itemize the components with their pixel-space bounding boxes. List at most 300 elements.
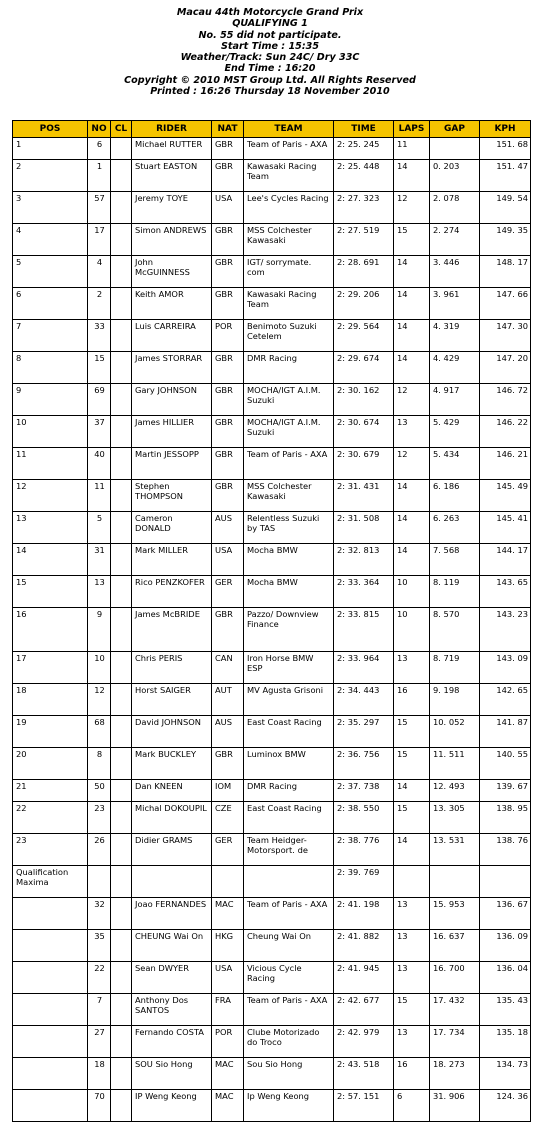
cell-rider: Didier GRAMS bbox=[132, 834, 212, 866]
cell-kph: 136. 04 bbox=[480, 962, 531, 994]
cell-nat: CAN bbox=[212, 652, 244, 684]
cell-pos: 21 bbox=[13, 780, 88, 802]
cell-kph: 151. 68 bbox=[480, 138, 531, 160]
cell-no: 70 bbox=[88, 1090, 111, 1122]
cell-no: 13 bbox=[88, 576, 111, 608]
cell-nat: USA bbox=[212, 962, 244, 994]
cell-kph: 146. 21 bbox=[480, 448, 531, 480]
cell-kph: 147. 20 bbox=[480, 352, 531, 384]
cell-gap: 5. 429 bbox=[430, 416, 480, 448]
cell-no: 22 bbox=[88, 962, 111, 994]
col-header-time: TIME bbox=[334, 121, 394, 138]
cell-team: East Coast Racing bbox=[244, 716, 334, 748]
cell-gap: 6. 263 bbox=[430, 512, 480, 544]
cell-pos: 16 bbox=[13, 608, 88, 652]
cell-gap: 3. 961 bbox=[430, 288, 480, 320]
cell-nat: GBR bbox=[212, 384, 244, 416]
cell-no: 17 bbox=[88, 224, 111, 256]
cell-pos: 23 bbox=[13, 834, 88, 866]
cell-no bbox=[88, 866, 111, 898]
cell-no: 57 bbox=[88, 192, 111, 224]
table-row bbox=[13, 898, 531, 930]
cell-pos bbox=[13, 898, 88, 930]
cell-rider: Joao FERNANDES bbox=[132, 898, 212, 930]
cell-rider: Chris PERIS bbox=[132, 652, 212, 684]
cell-kph: 136. 09 bbox=[480, 930, 531, 962]
cell-kph: 151. 47 bbox=[480, 160, 531, 192]
cell-time: 2: 34. 443 bbox=[334, 684, 394, 716]
cell-team: Kawasaki Racing Team bbox=[244, 288, 334, 320]
cell-kph: 149. 35 bbox=[480, 224, 531, 256]
cell-no: 50 bbox=[88, 780, 111, 802]
cell-team: Lee's Cycles Racing bbox=[244, 192, 334, 224]
cell-nat: GBR bbox=[212, 480, 244, 512]
cell-class bbox=[111, 834, 132, 866]
cell-pos bbox=[13, 994, 88, 1026]
cell-kph: 143. 23 bbox=[480, 608, 531, 652]
cell-time: 2: 29. 206 bbox=[334, 288, 394, 320]
cell-class bbox=[111, 256, 132, 288]
cell-team: Pazzo/ Downview Finance bbox=[244, 608, 334, 652]
cell-team: MV Agusta Grisoni bbox=[244, 684, 334, 716]
cell-class bbox=[111, 288, 132, 320]
cell-time: 2: 39. 769 bbox=[334, 866, 394, 898]
col-header-pos: POS bbox=[13, 121, 88, 138]
cell-class bbox=[111, 480, 132, 512]
table-row bbox=[13, 930, 531, 962]
cell-kph: 136. 67 bbox=[480, 898, 531, 930]
table-row bbox=[13, 962, 531, 994]
cell-time: 2: 30. 674 bbox=[334, 416, 394, 448]
col-header-gap: GAP bbox=[430, 121, 480, 138]
cell-rider: CHEUNG Wai On bbox=[132, 930, 212, 962]
cell-laps: 14 bbox=[394, 256, 430, 288]
printed-line: Printed : 16:26 Thursday 18 November 2010 bbox=[150, 86, 390, 98]
results-table bbox=[12, 120, 531, 1122]
start-time: Start Time : 15:35 bbox=[220, 40, 320, 52]
table-row bbox=[13, 480, 531, 512]
weather-track: Weather/Track: Sun 24C/ Dry 33C bbox=[180, 52, 360, 64]
cell-class bbox=[111, 416, 132, 448]
cell-time: 2: 33. 964 bbox=[334, 652, 394, 684]
table-row bbox=[13, 352, 531, 384]
cell-no: 9 bbox=[88, 608, 111, 652]
table-row bbox=[13, 224, 531, 256]
cell-gap: 16. 700 bbox=[430, 962, 480, 994]
cell-rider: James McBRIDE bbox=[132, 608, 212, 652]
cell-kph: 138. 95 bbox=[480, 802, 531, 834]
cell-team: Benimoto Suzuki Cetelem bbox=[244, 320, 334, 352]
cell-pos: Qualification Maxima bbox=[13, 866, 88, 898]
cell-nat: IOM bbox=[212, 780, 244, 802]
cell-no: 27 bbox=[88, 1026, 111, 1058]
cell-laps: 11 bbox=[394, 138, 430, 160]
cell-pos: 18 bbox=[13, 684, 88, 716]
cell-laps: 14 bbox=[394, 512, 430, 544]
cell-rider: Mark BUCKLEY bbox=[132, 748, 212, 780]
cell-laps: 14 bbox=[394, 352, 430, 384]
cell-pos: 4 bbox=[13, 224, 88, 256]
cell-gap: 18. 273 bbox=[430, 1058, 480, 1090]
cell-no: 69 bbox=[88, 384, 111, 416]
table-row bbox=[13, 608, 531, 652]
cell-pos bbox=[13, 962, 88, 994]
copyright-line: Copyright © 2010 MST Group Ltd. All Rights Reserved bbox=[124, 74, 416, 86]
cell-laps: 12 bbox=[394, 384, 430, 416]
cell-laps: 13 bbox=[394, 898, 430, 930]
cell-time: 2: 32. 813 bbox=[334, 544, 394, 576]
cell-no: 31 bbox=[88, 544, 111, 576]
cell-team: Ip Weng Keong bbox=[244, 1090, 334, 1122]
cell-gap: 0. 203 bbox=[430, 160, 480, 192]
cell-time: 2: 41. 945 bbox=[334, 962, 394, 994]
cell-rider: James STORRAR bbox=[132, 352, 212, 384]
cell-team: Vicious Cycle Racing bbox=[244, 962, 334, 994]
cell-no: 5 bbox=[88, 512, 111, 544]
cell-class bbox=[111, 160, 132, 192]
cell-class bbox=[111, 448, 132, 480]
cell-team bbox=[244, 866, 334, 898]
cell-no: 2 bbox=[88, 288, 111, 320]
cell-team: Team of Paris - AXA bbox=[244, 448, 334, 480]
cell-gap: 8. 119 bbox=[430, 576, 480, 608]
cell-team: Team of Paris - AXA bbox=[244, 138, 334, 160]
cell-class bbox=[111, 544, 132, 576]
cell-kph: 144. 17 bbox=[480, 544, 531, 576]
cell-laps: 13 bbox=[394, 1026, 430, 1058]
cell-kph: 149. 54 bbox=[480, 192, 531, 224]
cell-time: 2: 31. 431 bbox=[334, 480, 394, 512]
cell-class bbox=[111, 224, 132, 256]
table-row bbox=[13, 780, 531, 802]
event-title: Macau 44th Motorcycle Grand Prix bbox=[176, 7, 364, 18]
cell-laps: 15 bbox=[394, 748, 430, 780]
cell-no: 68 bbox=[88, 716, 111, 748]
cell-class bbox=[111, 1090, 132, 1122]
table-row bbox=[13, 320, 531, 352]
table-row bbox=[13, 256, 531, 288]
col-header-team: TEAM bbox=[244, 121, 334, 138]
cell-team: Clube Motorizado do Troco bbox=[244, 1026, 334, 1058]
cell-no: 6 bbox=[88, 138, 111, 160]
cell-laps: 14 bbox=[394, 834, 430, 866]
cell-rider: SOU Sio Hong bbox=[132, 1058, 212, 1090]
cell-gap: 31. 906 bbox=[430, 1090, 480, 1122]
cell-time: 2: 25. 245 bbox=[334, 138, 394, 160]
cell-kph: 134. 73 bbox=[480, 1058, 531, 1090]
cell-pos bbox=[13, 1026, 88, 1058]
cell-rider: Michael RUTTER bbox=[132, 138, 212, 160]
cell-team: Luminox BMW bbox=[244, 748, 334, 780]
cell-team: DMR Racing bbox=[244, 780, 334, 802]
cell-team: MOCHA/IGT A.I.M. Suzuki bbox=[244, 416, 334, 448]
cell-team: IGT/ sorrymate. com bbox=[244, 256, 334, 288]
report-header bbox=[0, 0, 540, 114]
cell-no: 8 bbox=[88, 748, 111, 780]
cell-nat: GBR bbox=[212, 288, 244, 320]
cell-pos: 10 bbox=[13, 416, 88, 448]
cell-nat: USA bbox=[212, 544, 244, 576]
cell-class bbox=[111, 866, 132, 898]
table-row bbox=[13, 834, 531, 866]
cell-nat: AUT bbox=[212, 684, 244, 716]
table-row bbox=[13, 576, 531, 608]
cell-class bbox=[111, 608, 132, 652]
cell-rider: Michal DOKOUPIL bbox=[132, 802, 212, 834]
cell-rider: Martin JESSOPP bbox=[132, 448, 212, 480]
cell-laps: 14 bbox=[394, 288, 430, 320]
cell-nat: POR bbox=[212, 320, 244, 352]
cell-gap: 6. 186 bbox=[430, 480, 480, 512]
cell-time: 2: 42. 979 bbox=[334, 1026, 394, 1058]
cell-time: 2: 33. 364 bbox=[334, 576, 394, 608]
cell-time: 2: 25. 448 bbox=[334, 160, 394, 192]
cell-kph: 148. 17 bbox=[480, 256, 531, 288]
cell-pos: 20 bbox=[13, 748, 88, 780]
col-header-rider: RIDER bbox=[132, 121, 212, 138]
cell-gap: 16. 637 bbox=[430, 930, 480, 962]
cell-time: 2: 30. 679 bbox=[334, 448, 394, 480]
cell-nat: HKG bbox=[212, 930, 244, 962]
cell-laps: 16 bbox=[394, 1058, 430, 1090]
cell-pos: 22 bbox=[13, 802, 88, 834]
cell-gap: 12. 493 bbox=[430, 780, 480, 802]
table-row bbox=[13, 448, 531, 480]
cell-class bbox=[111, 780, 132, 802]
cell-nat: GBR bbox=[212, 448, 244, 480]
cell-rider: Cameron DONALD bbox=[132, 512, 212, 544]
cell-time: 2: 29. 674 bbox=[334, 352, 394, 384]
cell-time: 2: 30. 162 bbox=[334, 384, 394, 416]
cell-pos: 19 bbox=[13, 716, 88, 748]
table-row bbox=[13, 1026, 531, 1058]
table-row bbox=[13, 160, 531, 192]
cell-team: Cheung Wai On bbox=[244, 930, 334, 962]
cell-gap: 2. 078 bbox=[430, 192, 480, 224]
cell-team: MOCHA/IGT A.I.M. Suzuki bbox=[244, 384, 334, 416]
cell-pos bbox=[13, 930, 88, 962]
cell-no: 18 bbox=[88, 1058, 111, 1090]
cell-nat: GER bbox=[212, 834, 244, 866]
cell-rider: Stuart EASTON bbox=[132, 160, 212, 192]
cell-kph: 138. 76 bbox=[480, 834, 531, 866]
cell-time: 2: 36. 756 bbox=[334, 748, 394, 780]
cell-laps: 14 bbox=[394, 320, 430, 352]
cell-nat: GBR bbox=[212, 748, 244, 780]
cell-class bbox=[111, 352, 132, 384]
cell-team: DMR Racing bbox=[244, 352, 334, 384]
cell-time: 2: 28. 691 bbox=[334, 256, 394, 288]
cell-gap: 4. 917 bbox=[430, 384, 480, 416]
cell-kph: 145. 49 bbox=[480, 480, 531, 512]
cell-time: 2: 37. 738 bbox=[334, 780, 394, 802]
cell-laps: 6 bbox=[394, 1090, 430, 1122]
cell-rider: Gary JOHNSON bbox=[132, 384, 212, 416]
table-row bbox=[13, 138, 531, 160]
table-row bbox=[13, 544, 531, 576]
cell-time: 2: 35. 297 bbox=[334, 716, 394, 748]
cell-gap: 4. 429 bbox=[430, 352, 480, 384]
cell-gap: 13. 305 bbox=[430, 802, 480, 834]
table-row bbox=[13, 802, 531, 834]
cell-gap: 8. 570 bbox=[430, 608, 480, 652]
cell-gap: 13. 531 bbox=[430, 834, 480, 866]
cell-pos: 15 bbox=[13, 576, 88, 608]
cell-time: 2: 27. 519 bbox=[334, 224, 394, 256]
cell-pos bbox=[13, 1090, 88, 1122]
cell-gap bbox=[430, 138, 480, 160]
cell-pos: 12 bbox=[13, 480, 88, 512]
cell-kph: 143. 65 bbox=[480, 576, 531, 608]
cell-gap: 17. 432 bbox=[430, 994, 480, 1026]
cell-gap: 8. 719 bbox=[430, 652, 480, 684]
cell-rider: Stephen THOMPSON bbox=[132, 480, 212, 512]
cell-rider: Sean DWYER bbox=[132, 962, 212, 994]
cell-rider: David JOHNSON bbox=[132, 716, 212, 748]
cell-kph: 124. 36 bbox=[480, 1090, 531, 1122]
cell-no: 33 bbox=[88, 320, 111, 352]
cell-pos: 6 bbox=[13, 288, 88, 320]
cell-no: 40 bbox=[88, 448, 111, 480]
cell-time: 2: 31. 508 bbox=[334, 512, 394, 544]
cell-gap: 10. 052 bbox=[430, 716, 480, 748]
cell-time: 2: 41. 882 bbox=[334, 930, 394, 962]
cell-gap: 7. 568 bbox=[430, 544, 480, 576]
cell-laps: 14 bbox=[394, 544, 430, 576]
cell-rider: Anthony Dos SANTOS bbox=[132, 994, 212, 1026]
cell-time: 2: 43. 518 bbox=[334, 1058, 394, 1090]
cell-class bbox=[111, 802, 132, 834]
cell-pos: 17 bbox=[13, 652, 88, 684]
cell-nat: MAC bbox=[212, 1058, 244, 1090]
cell-no: 32 bbox=[88, 898, 111, 930]
cell-time: 2: 42. 677 bbox=[334, 994, 394, 1026]
table-row bbox=[13, 416, 531, 448]
cell-class bbox=[111, 994, 132, 1026]
cell-nat: GBR bbox=[212, 160, 244, 192]
cell-kph: 141. 87 bbox=[480, 716, 531, 748]
cell-no: 37 bbox=[88, 416, 111, 448]
cell-class bbox=[111, 652, 132, 684]
cell-team: MSS Colchester Kawasaki bbox=[244, 224, 334, 256]
table-row bbox=[13, 994, 531, 1026]
cell-team: Iron Horse BMW ESP bbox=[244, 652, 334, 684]
cell-laps: 14 bbox=[394, 160, 430, 192]
cell-nat: GER bbox=[212, 576, 244, 608]
cell-kph: 139. 67 bbox=[480, 780, 531, 802]
cell-rider: Keith AMOR bbox=[132, 288, 212, 320]
table-row bbox=[13, 384, 531, 416]
cell-team: Mocha BMW bbox=[244, 544, 334, 576]
cell-pos: 11 bbox=[13, 448, 88, 480]
cell-rider: Dan KNEEN bbox=[132, 780, 212, 802]
cell-class bbox=[111, 930, 132, 962]
cell-gap: 17. 734 bbox=[430, 1026, 480, 1058]
table-row bbox=[13, 684, 531, 716]
cell-kph: 147. 30 bbox=[480, 320, 531, 352]
cell-laps: 15 bbox=[394, 224, 430, 256]
cell-laps: 15 bbox=[394, 994, 430, 1026]
cell-rider: IP Weng Keong bbox=[132, 1090, 212, 1122]
session-name: QUALIFYING 1 bbox=[232, 18, 308, 30]
cell-no: 12 bbox=[88, 684, 111, 716]
cell-laps: 13 bbox=[394, 930, 430, 962]
cell-pos: 3 bbox=[13, 192, 88, 224]
cell-class bbox=[111, 384, 132, 416]
cell-laps: 12 bbox=[394, 192, 430, 224]
cell-no: 10 bbox=[88, 652, 111, 684]
end-time: End Time : 16:20 bbox=[224, 63, 316, 75]
cell-laps: 13 bbox=[394, 416, 430, 448]
cell-gap: 3. 446 bbox=[430, 256, 480, 288]
cell-nat: GBR bbox=[212, 608, 244, 652]
table-row bbox=[13, 288, 531, 320]
results-body bbox=[13, 138, 531, 1122]
cell-gap: 9. 198 bbox=[430, 684, 480, 716]
cell-time: 2: 38. 550 bbox=[334, 802, 394, 834]
cell-laps bbox=[394, 866, 430, 898]
cell-laps: 10 bbox=[394, 608, 430, 652]
table-header-row bbox=[13, 121, 531, 138]
table-row bbox=[13, 1090, 531, 1122]
cell-rider: Rico PENZKOFER bbox=[132, 576, 212, 608]
cell-pos: 13 bbox=[13, 512, 88, 544]
table-row bbox=[13, 652, 531, 684]
cell-no: 7 bbox=[88, 994, 111, 1026]
cell-kph: 142. 65 bbox=[480, 684, 531, 716]
cell-laps: 12 bbox=[394, 448, 430, 480]
cell-nat: GBR bbox=[212, 138, 244, 160]
cell-kph: 143. 09 bbox=[480, 652, 531, 684]
col-header-kph: KPH bbox=[480, 121, 531, 138]
cell-laps: 16 bbox=[394, 684, 430, 716]
cell-team: Mocha BMW bbox=[244, 576, 334, 608]
cell-team: MSS Colchester Kawasaki bbox=[244, 480, 334, 512]
cell-nat: USA bbox=[212, 192, 244, 224]
cell-kph: 140. 55 bbox=[480, 748, 531, 780]
cell-rider: Fernando COSTA bbox=[132, 1026, 212, 1058]
cell-class bbox=[111, 716, 132, 748]
qualification-maxima-row bbox=[13, 866, 531, 898]
cell-pos: 1 bbox=[13, 138, 88, 160]
col-header-laps: LAPS bbox=[394, 121, 430, 138]
cell-nat: MAC bbox=[212, 898, 244, 930]
cell-team: Kawasaki Racing Team bbox=[244, 160, 334, 192]
cell-rider: Jeremy TOYE bbox=[132, 192, 212, 224]
cell-kph bbox=[480, 866, 531, 898]
cell-team: Team of Paris - AXA bbox=[244, 994, 334, 1026]
cell-class bbox=[111, 576, 132, 608]
cell-time: 2: 27. 323 bbox=[334, 192, 394, 224]
cell-nat: GBR bbox=[212, 256, 244, 288]
cell-nat: AUS bbox=[212, 512, 244, 544]
cell-class bbox=[111, 192, 132, 224]
cell-nat: GBR bbox=[212, 352, 244, 384]
table-row bbox=[13, 716, 531, 748]
cell-nat: AUS bbox=[212, 716, 244, 748]
cell-no: 11 bbox=[88, 480, 111, 512]
cell-laps: 15 bbox=[394, 802, 430, 834]
col-header-no: NO bbox=[88, 121, 111, 138]
cell-laps: 10 bbox=[394, 576, 430, 608]
cell-nat: MAC bbox=[212, 1090, 244, 1122]
cell-nat bbox=[212, 866, 244, 898]
cell-class bbox=[111, 138, 132, 160]
cell-no: 15 bbox=[88, 352, 111, 384]
cell-class bbox=[111, 748, 132, 780]
cell-team: Team of Paris - AXA bbox=[244, 898, 334, 930]
cell-laps: 14 bbox=[394, 480, 430, 512]
